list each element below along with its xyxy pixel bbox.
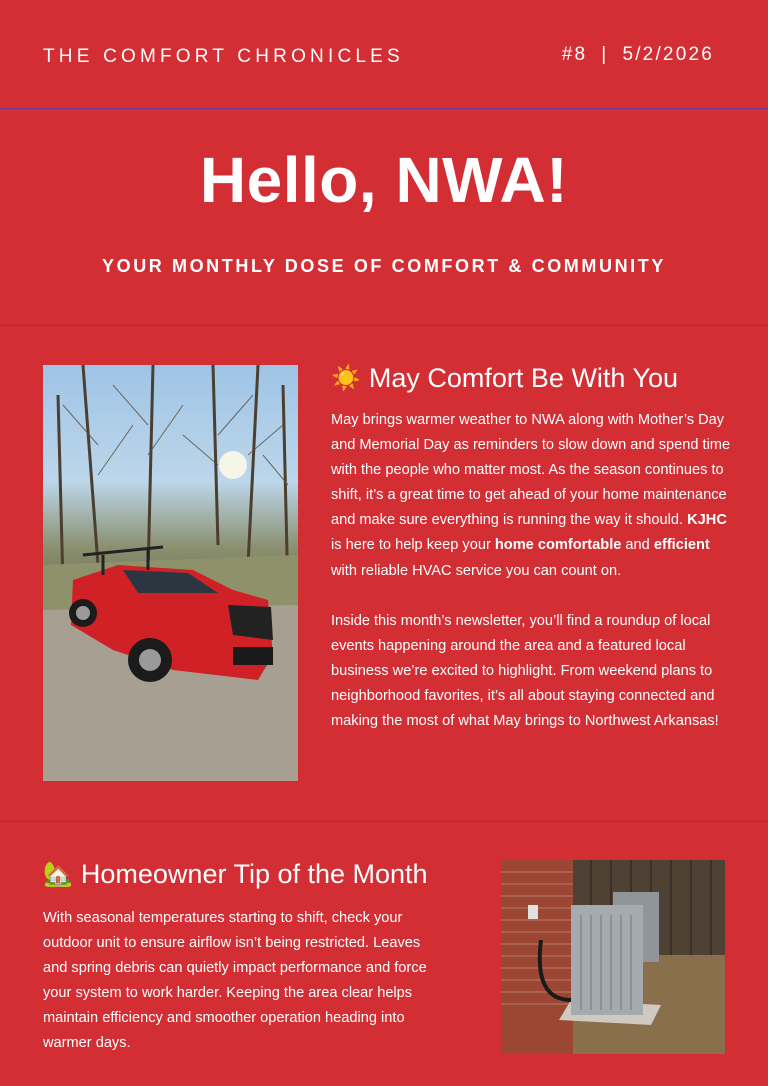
tip-heading xyxy=(43,859,428,890)
house-icon: 🏡 xyxy=(43,860,73,888)
ac-unit-illustration xyxy=(501,860,725,1054)
masthead xyxy=(0,0,768,108)
divider xyxy=(0,325,768,326)
truck-photo-illustration xyxy=(43,365,298,781)
feature-text: May brings warmer weather to NWA along with Mother’s Day and Memorial Day as reminders to slow down and spend time with the people who matter most. As the season continues to shift, it’s a great time to get ahead of your home maintenance and make sure everything is running the way it should. xyxy=(331,412,731,529)
feature-body xyxy=(331,408,731,734)
hero-subtitle: YOUR MONTHLY DOSE OF COMFORT & COMMUNITY xyxy=(101,256,666,276)
feature-paragraph-2: Inside this month’s newsletter, you’ll find a roundup of local events happening around the area and a featured local business we’re excited to highlight. From weekend plans to neighborhood favorites, it’s all about staying connected and making the most of what May brings to Northwest Arkansas! xyxy=(331,612,719,730)
newsletter-name: THE COMFORT CHRONICLES xyxy=(43,46,404,67)
ac-unit-photo xyxy=(501,860,725,1054)
emphasis-text: home comfortable xyxy=(494,537,622,554)
company-name: KJHC xyxy=(687,512,727,529)
divider xyxy=(0,108,768,109)
tip-paragraph: With seasonal temperatures starting to shift, check your outdoor unit to ensure airflow isn’t being restricted. Leaves and spring debris can quietly impact performance and force your system to work harder. Keeping the area clear helps maintain efficiency and smoother operation heading into warmer days. xyxy=(43,910,427,1052)
tip-heading-text: Homeowner Tip of the Month xyxy=(80,859,428,889)
divider xyxy=(0,821,768,822)
emphasis-text: efficient xyxy=(653,537,710,554)
feature-heading xyxy=(331,363,678,394)
issue-separator: | xyxy=(601,44,609,65)
sun-icon: ☀️ xyxy=(331,364,361,392)
tip-body xyxy=(43,906,443,1057)
feature-text: and xyxy=(621,537,654,554)
hero-title: Hello, NWA! xyxy=(199,144,569,216)
feature-text: is here to help keep your xyxy=(331,537,495,554)
feature-text: with reliable HVAC service you can count on. xyxy=(331,562,622,579)
feature-heading-text: May Comfort Be With You xyxy=(368,363,679,393)
feature-paragraph-1 xyxy=(331,408,731,584)
issue-date: 5/2/2026 xyxy=(622,44,714,65)
issue-info xyxy=(562,44,714,66)
issue-number: #8 xyxy=(561,44,588,65)
truck-photo xyxy=(43,365,298,781)
